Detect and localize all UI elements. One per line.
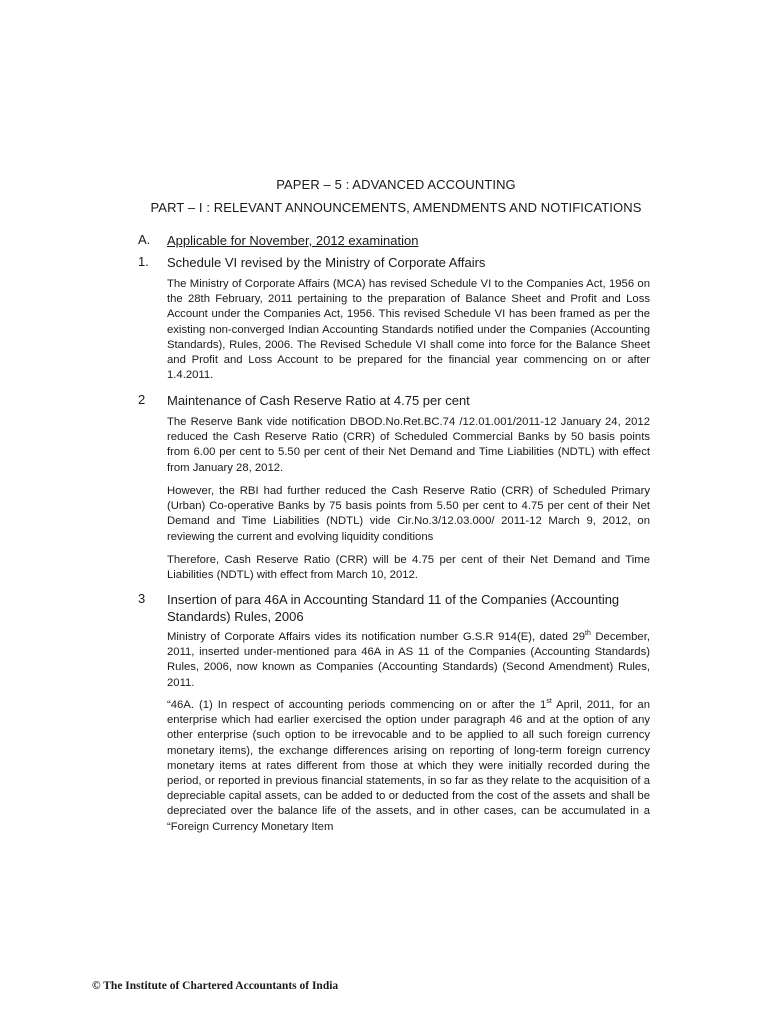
item1-number: 1. [138,254,149,269]
item2-number: 2 [138,392,146,407]
item3-para1-text-b: December, 2011, inserted under-mentioned para 46A in AS 11 of the Companies (Accounting Standards) Rules, 2006, now known as Companies (Accounting Standards) (Second Amendment) Rules, 2011. [167,631,650,689]
item2-paragraph-2: However, the RBI had further reduced the Cash Reserve Ratio (CRR) of Scheduled Primary (Urban) Co-operative Banks by 75 basis points from 5.50 per cent to 4.75 per cent of their Net Demand and Time Liabilities (NDTL) vide Cir.No.3/12.03.000/ 2011-12 March 9, 2012, on reviewing the current and evolving liquidity conditions [167,485,650,543]
item3-paragraph-1 [167,630,650,691]
item3-para2-text-b: April, 2011, for an enterprise which had earlier exercised the option under paragraph 46 and at the option of any other enterprise (such option to be irrevocable and to be applied to all such foreign currency monetary items), the exchange differences arising on reporting of long-term foreign currency monetary items at rates different from those at which they were initially recorded during the period, or reported in previous financial statements, in so far as they relate to the acquisition of a depreciable capital assets, can be added to or deducted from the cost of the assets and shall be depreciated over the balance life of the assets, and in other cases, can be accumulated in a “Foreign Currency Monetary Item [167,699,650,833]
item3-number: 3 [138,591,146,606]
item1-heading: Schedule VI revised by the Ministry of Corporate Affairs [167,255,486,270]
part-subtitle: PART – I : RELEVANT ANNOUNCEMENTS, AMENDMENTS AND NOTIFICATIONS [150,200,642,215]
item3-para2-sup: st [546,698,552,706]
item3-paragraph-2 [167,698,650,835]
item2-paragraph-3: Therefore, Cash Reserve Ratio (CRR) will be 4.75 per cent of their Net Demand and Time Liabilities (NDTL) with effect from March 10, 2012. [167,554,650,582]
item3-para1-text-a: Ministry of Corporate Affairs vides its notification number G.S.R 914(E), dated 29 [167,631,586,643]
item3-heading-line1: Insertion of para 46A in Accounting Standard 11 of the Companies (Accounting [167,592,620,607]
item3-heading [167,591,650,625]
section-a-heading: Applicable for November, 2012 examination [167,233,419,248]
item3-heading-line2: Standards) Rules, 2006 [167,609,304,624]
section-a-label: A. [138,232,151,247]
item2-paragraph-1: The Reserve Bank vide notification DBOD.No.Ret.BC.74 /12.01.001/2011-12 January 24, 2012 reduced the Cash Reserve Ratio (CRR) of Scheduled Commercial Banks by 50 basis points from 6.00 per cent to 5.50 per cent of their Net Demand and Time Liabilities (NDTL) with effect from January 28, 2012. [167,416,650,474]
item2-heading: Maintenance of Cash Reserve Ratio at 4.75 per cent [167,393,470,408]
page-footer: © The Institute of Chartered Accountants of India [92,980,339,992]
item3-para2-text-a: “46A. (1) In respect of accounting periods commencing on or after the 1 [167,699,547,711]
item3-para1-sup: th [585,630,591,638]
item1-paragraph: The Ministry of Corporate Affairs (MCA) has revised Schedule VI to the Companies Act, 1956 on the 28th February, 2011 pertaining to the preparation of Balance Sheet and Profit and Loss Account under the Companies Act, 1956. This revised Schedule VI has been framed as per the existing non-converged Indian Accounting Standards notified under the Companies (Accounting Standards), Rules, 2006. The Revised Schedule VI shall come into force for the Balance Sheet and Profit and Loss Account to be prepared for the financial year commencing on or after 1.4.2011. [167,278,650,382]
paper-title: PAPER – 5 : ADVANCED ACCOUNTING [276,177,516,192]
